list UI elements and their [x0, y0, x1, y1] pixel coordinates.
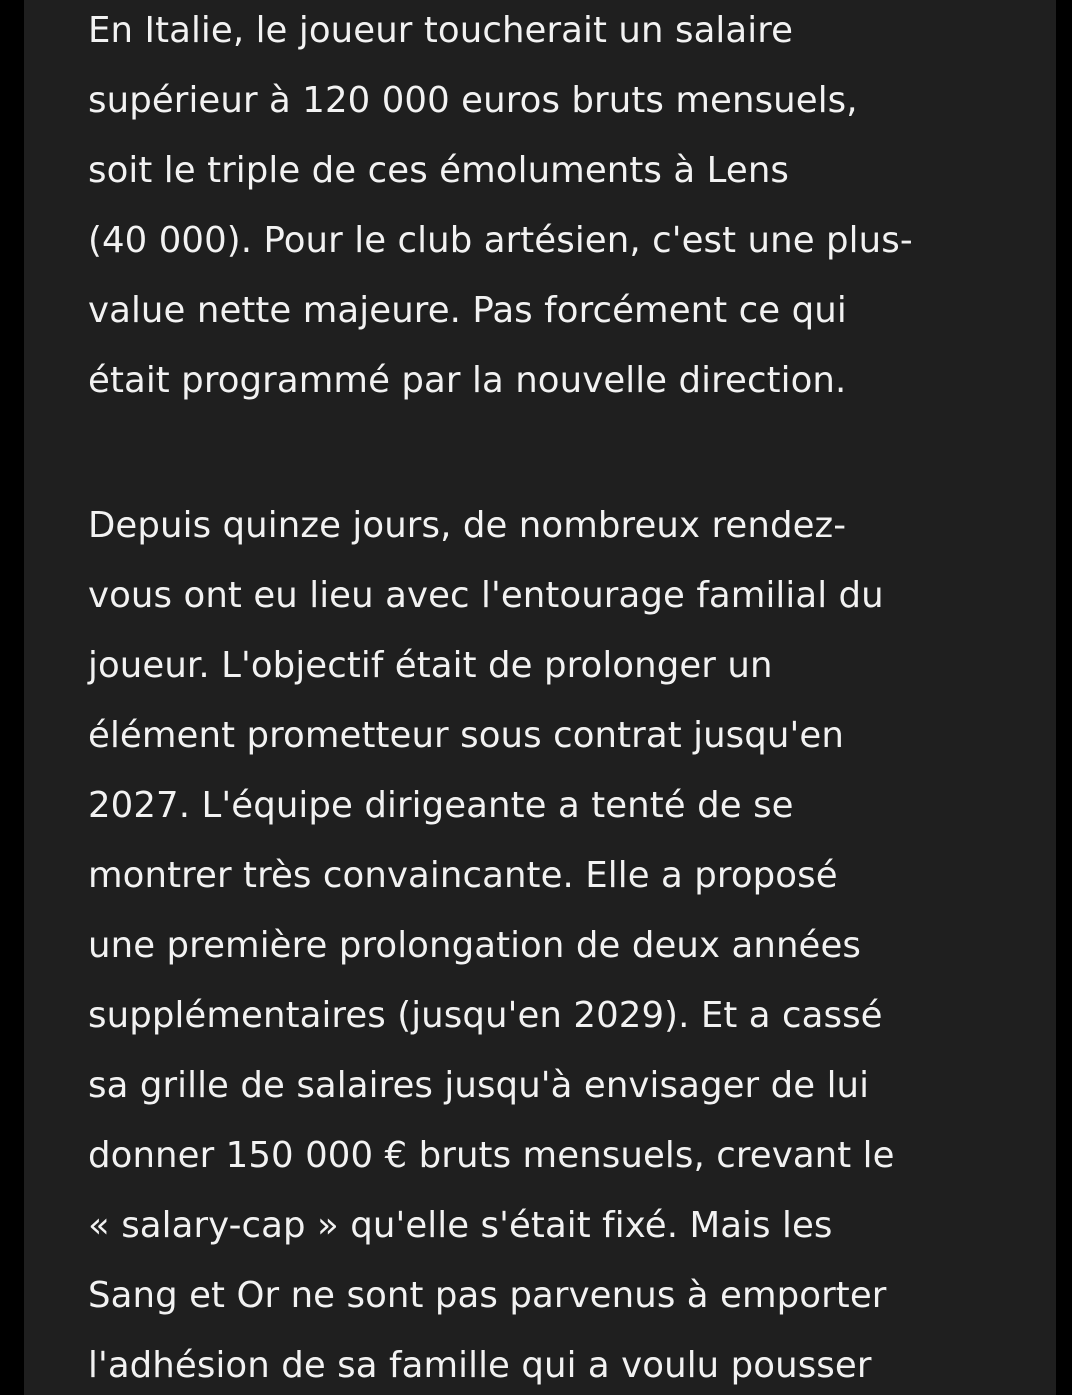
- paragraph-line: (40 000). Pour le club artésien, c'est une plus-: [88, 220, 913, 261]
- paragraph-line: montrer très convaincante. Elle a proposé: [88, 855, 838, 896]
- paragraph-line: value nette majeure. Pas forcément ce qui: [88, 290, 847, 331]
- paragraph-line: supplémentaires (jusqu'en 2029). Et a cassé: [88, 995, 883, 1036]
- paragraph-line: une première prolongation de deux années: [88, 925, 862, 966]
- paragraph-line: vous ont eu lieu avec l'entourage familial du: [88, 575, 884, 616]
- paragraph-line: supérieur à 120 000 euros bruts mensuels,: [88, 80, 858, 121]
- paragraph-1: [88, 0, 1028, 416]
- paragraph-line: Sang et Or ne sont pas parvenus à emporter: [88, 1275, 887, 1316]
- article-body: [24, 0, 1056, 1395]
- paragraph-line: était programmé par la nouvelle direction.: [88, 360, 847, 401]
- paragraph-line: « salary-cap » qu'elle s'était fixé. Mais les: [88, 1205, 833, 1246]
- paragraph-2: [88, 491, 1028, 1395]
- paragraph-line: soit le triple de ces émoluments à Lens: [88, 150, 790, 191]
- paragraph-line: sa grille de salaires jusqu'à envisager de lui: [88, 1065, 870, 1106]
- paragraph-line: 2027. L'équipe dirigeante a tenté de se: [88, 785, 794, 826]
- paragraph-line: joueur. L'objectif était de prolonger un: [88, 645, 773, 686]
- paragraph-line: l'adhésion de sa famille qui a voulu pousser: [88, 1345, 872, 1386]
- paragraph-line: En Italie, le joueur toucherait un salaire: [88, 10, 794, 51]
- paragraph-line: donner 150 000 € bruts mensuels, crevant le: [88, 1135, 895, 1176]
- paragraph-line: Depuis quinze jours, de nombreux rendez-: [88, 505, 847, 546]
- paragraph-line: élément prometteur sous contrat jusqu'en: [88, 715, 844, 756]
